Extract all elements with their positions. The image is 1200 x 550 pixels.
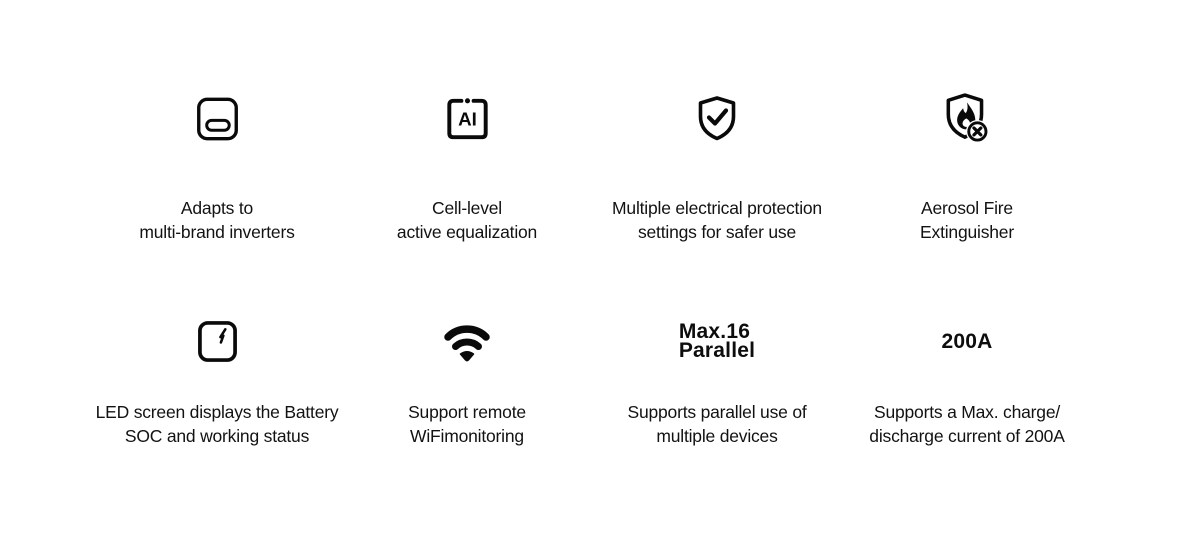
caption-line: Aerosol Fire: [921, 198, 1013, 218]
feature-fire-extinguisher: [842, 90, 1092, 244]
caption-line: multiple devices: [656, 426, 778, 446]
feature-led-screen: [92, 312, 342, 448]
fire-extinguisher-shield-icon: [940, 92, 994, 146]
feature-caption: [842, 400, 1092, 448]
headline-line: Parallel: [678, 339, 756, 362]
feature-caption: [342, 400, 592, 448]
feature-cell-equalization: [342, 90, 592, 244]
caption-line: Cell-level: [432, 198, 502, 218]
current-rating-headline: [941, 329, 993, 353]
caption-line: Extinguisher: [920, 222, 1014, 242]
max-parallel-headline: [679, 322, 755, 360]
feature-row-2: [0, 312, 1200, 448]
feature-electrical-protection: [592, 90, 842, 244]
caption-line: discharge current of 200A: [869, 426, 1065, 446]
caption-line: Supports parallel use of: [627, 402, 807, 422]
inverter-icon: [195, 96, 240, 142]
headline-line: 200A: [941, 329, 993, 353]
caption-line: multi-brand inverters: [139, 222, 295, 242]
feature-caption: [592, 196, 842, 244]
feature-caption: [92, 196, 342, 244]
shield-check-icon: [695, 95, 739, 143]
caption-line: LED screen displays the Battery: [95, 402, 339, 422]
feature-adapts-inverters: [92, 90, 342, 244]
ai-icon-label: AI: [457, 108, 477, 130]
caption-line: Support remote: [408, 402, 526, 422]
feature-row-1: [0, 0, 1200, 244]
feature-caption: [592, 400, 842, 448]
caption-line: active equalization: [396, 222, 538, 242]
feature-parallel-use: [592, 312, 842, 448]
ai-chip-icon: [445, 96, 490, 142]
caption-line: Multiple electrical protection: [612, 198, 822, 218]
headline-line: Max.16: [678, 320, 751, 343]
feature-wifi-monitoring: [342, 312, 592, 448]
feature-caption: [342, 196, 592, 244]
led-screen-icon: [197, 320, 238, 363]
caption-line: Supports a Max. charge/: [873, 402, 1061, 422]
caption-line: WiFimonitoring: [410, 426, 524, 446]
feature-caption: [92, 400, 342, 448]
caption-line: SOC and working status: [124, 426, 310, 446]
wifi-icon: [441, 320, 493, 362]
caption-line: Adapts to: [180, 198, 254, 218]
caption-line: settings for safer use: [637, 222, 797, 242]
feature-200a-current: [842, 312, 1092, 448]
feature-caption: [842, 196, 1092, 244]
